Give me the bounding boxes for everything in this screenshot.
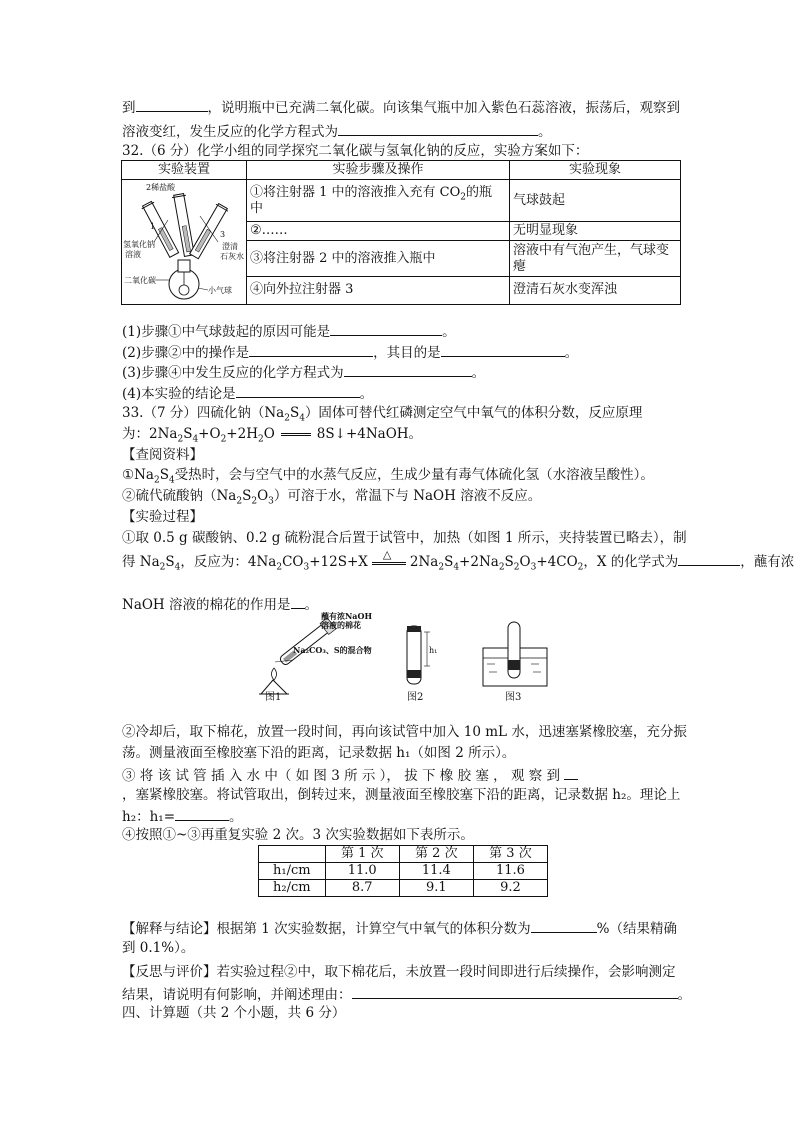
text: 结果，请说明有何影响，并阐述理由： [122,987,352,1003]
section-4-heading: 四、计算题（共 2 个小题，共 6 分） [122,1005,346,1021]
figure-1-caption: 图1 [265,692,282,703]
q32-experiment-table [121,160,681,305]
q33-title: 33.（7 分）四硫化钠$(Na_2S_4)$固体可替代红磷测定空气中氧气的体积分数，反应原理 [122,405,643,424]
step-2: ②…… [247,222,510,241]
text: 。 [359,386,374,402]
answer-blank[interactable] [441,342,565,357]
row-label-h1: h₁/cm [259,863,326,880]
step-1 [247,180,510,222]
text: 溶液变红，发生反应的化学方程式为 [122,124,338,140]
heat-arrow: △ [372,557,406,569]
answer-blank[interactable] [338,121,538,136]
result-1: 气球鼓起 [510,180,681,222]
text: 中 [250,200,264,216]
label-cotton-naoh: 蘸有浓NaOH [321,611,373,621]
text: 。 [304,597,318,613]
text: S [165,554,175,570]
step-3: ③将注射器 2 中的溶液推入瓶中 [247,241,510,276]
reflection-line-2 [122,984,691,1004]
q32-sub3 [122,362,485,382]
label-hcl: 2稀盐酸 [146,183,176,192]
answer-blank[interactable] [352,984,678,999]
cell: 11.0 [325,863,399,880]
text: %（结果精确 [596,921,677,937]
text: O [519,554,531,570]
text: O [257,488,269,504]
figure-3-caption: 图3 [505,692,522,703]
header-steps: 实验步骤及操作 [247,161,510,180]
table-header-row [122,161,681,180]
text: 。 [564,345,579,361]
answer-blank[interactable] [564,765,578,780]
label-co2: 二氧化碳 [124,276,156,285]
apparatus-diagram [122,180,246,304]
text: NaOH 溶液的棉花的作用是 [122,597,291,613]
table-row [259,863,548,880]
row-label-h2: h₂/cm [259,880,326,897]
header-empty [259,846,326,863]
text: (2)步骤②中的操作是 [122,345,250,361]
label-naoh: 氢氧化钠 [123,240,155,249]
label-clear: 澄清 [222,242,238,251]
section-process: 【实验过程】 [122,509,203,525]
result-2: 无明显现象 [510,222,681,241]
header-trial-3: 第 3 次 [473,846,547,863]
label-cotton: 溶液的棉花 [321,620,361,630]
q32-sub1 [122,321,456,341]
ratio-line [122,806,243,826]
text: 2Na [409,554,439,570]
text: 。 [442,324,456,340]
text: 受热时，会与空气中的水蒸气反应，生成少量有毒气体硫化氢（水溶液呈酸性）。 [174,467,654,483]
text: ③ 将 该 试 管 插 入 水 中（ 如 图 3 所 示 ）， 拔 下 橡 胶 塞 ， 观 察 到 [122,768,561,784]
answer-blank[interactable] [678,551,740,566]
table-row [259,880,548,897]
text: S [289,405,300,421]
label-syringe-3: 3 [220,230,226,239]
figures-group [255,608,555,703]
text: 33.（7 分）四硫化钠（Na [122,405,285,421]
text: 【解释与结论】根据第 1 次实验数据，计算空气中氧气的体积分数为 [122,921,531,937]
label-limewater: 石灰水 [220,252,244,261]
process-2-cont: 荡。测量液面至橡胶塞下沿的距离，记录数据 h₁（如图 2 所示）。 [122,745,516,761]
process-3-cont: ，塞紧橡胶塞。将试管取出，倒转过来，测量液面至橡胶塞下沿的距离，记录数据 h₂。理论上 [122,787,681,803]
result-3 [510,241,681,276]
apparatus-cell [122,180,247,305]
answer-blank[interactable] [531,918,597,933]
answer-blank[interactable] [236,383,360,398]
cell: 11.6 [473,863,547,880]
text: 8S↓+4NaOH。 [316,426,423,442]
cell: 9.2 [473,880,547,897]
q32-sub4 [122,383,373,403]
text: ，反应为：4Na [180,554,277,570]
cell: 9.1 [399,880,473,897]
text: 瘪 [513,258,527,274]
q32-title: 32.（6 分）化学小组的同学探究二氧化碳与氢氧化钠的反应，实验方案如下： [122,143,589,159]
equals-sign [281,433,311,436]
info-2: ②硫代硫酸钠$(Na_2S_2O_3)$可溶于水，常温下与 NaOH 溶液不反应。 [122,488,542,507]
header-trial-1: 第 1 次 [325,846,399,863]
answer-blank[interactable] [175,806,229,821]
table-header-row [259,846,548,863]
cell: 8.7 [325,880,399,897]
header-apparatus: 实验装置 [122,161,247,180]
text: ①Na [122,467,154,483]
text: ，说明瓶中已充满二氧化碳。向该集气瓶中加入紫色石蕊溶液，振荡后，观察到 [207,100,680,116]
answer-blank[interactable] [249,342,373,357]
table-row [122,180,681,222]
step-4: ④向外拉注射器 3 [247,276,510,304]
text: O [263,426,275,442]
answer-blank[interactable] [291,594,305,609]
answer-blank[interactable] [136,97,208,112]
text: ）固体可替代红磷测定空气中氧气的体积分数，反应原理 [304,405,643,421]
text: 到 [122,100,136,116]
text: 。 [538,124,552,140]
text: 。 [677,987,691,1003]
text: S [242,488,252,504]
q32-sub2 [122,342,578,362]
text: S [444,554,454,570]
label-h1: h₁ [429,646,438,655]
process-2: ②冷却后，取下棉花，放置一段时间，再向该试管中加入 10 mL 水，迅速塞紧橡胶塞，充分振 [122,724,687,740]
subscript: 2 [460,192,467,203]
result-4: 澄清石灰水变浑浊 [510,276,681,304]
text: ，X 的化学式为 [583,554,679,570]
text: S [159,467,169,483]
text: 。 [471,365,486,381]
header-phenomena: 实验现象 [510,161,681,180]
text: 得 Na [122,554,160,570]
section-references: 【查阅资料】 [122,447,203,463]
text: ①将注射器 1 中的溶液推入充有 CO [250,184,461,200]
text: +2H [226,426,258,442]
label-balloon: 小气球 [208,286,232,295]
label-syringe-1: 1 [150,222,156,231]
process-1-equation: 得 $Na_2S_4$，反应为：$4Na_2CO_3+12S+X$ △ $2Na_2S_4+2Na_2S_2O_3+4CO_2$，X 的化学式为 ，蘸有浓 [122,547,795,573]
text: S [183,426,193,442]
text: h₂：h₁= [122,809,176,825]
reflection-line: 【反思与评价】若实验过程②中，取下棉花后，未放置一段时间即进行后续操作，会影响测定 [122,964,676,980]
figure-2-caption: 图2 [407,692,424,703]
process-4: ④按照①~③再重复实验 2 次。3 次实验数据如下表所示。 [122,827,474,843]
text: ）可溶于水，常温下与 NaOH 溶液不反应。 [273,488,542,504]
text: S [504,554,514,570]
text: +2Na [459,554,499,570]
process-3 [122,765,578,785]
text: (3)步骤④中发生反应的化学方程式为 [122,365,344,381]
intro-line-1 [122,97,680,117]
text: CO [282,554,304,570]
text: 溶液中有气泡产生，气球变 [513,242,670,258]
text: 为：2Na [122,426,178,442]
process-1: ①取 0.5 g 碳酸钠、0.2 g 硫粉混合后置于试管中，加热（如图 1 所示，夹持装置已略去），制 [122,530,687,546]
q33-data-table [258,845,548,897]
conclusion-line [122,918,677,938]
answer-blank[interactable] [330,321,442,336]
text: 的瓶 [466,184,493,200]
text: ②硫代硫酸钠（Na [122,488,237,504]
intro-line-2 [122,121,552,141]
info-1: $①Na_2S_4$受热时，会与空气中的水蒸气反应，生成少量有毒气体硫化氢（水溶液呈酸性）。 [122,467,654,486]
text: +4CO [536,554,578,570]
text: (4)本实验的结论是 [122,386,236,402]
text: (1)步骤①中气球鼓起的原因可能是 [122,324,331,340]
label-mixture: Na₂CO₃、S的混合物 [293,645,372,655]
q33-equation: 为：$2Na_2S_4+O_2+2H_2O$ 8S↓+4NaOH。 [122,426,423,445]
answer-blank[interactable] [344,362,472,377]
cell: 11.4 [399,863,473,880]
text: ，其目的是 [373,345,441,361]
text: ，蘸有浓 [740,554,795,570]
text: +12S+X [309,554,368,570]
header-trial-2: 第 2 次 [399,846,473,863]
text: +O [198,426,221,442]
text: 。 [229,809,243,825]
label-solution: 溶液 [125,250,141,259]
conclusion-line-2: 到 0.1%）。 [122,940,195,956]
